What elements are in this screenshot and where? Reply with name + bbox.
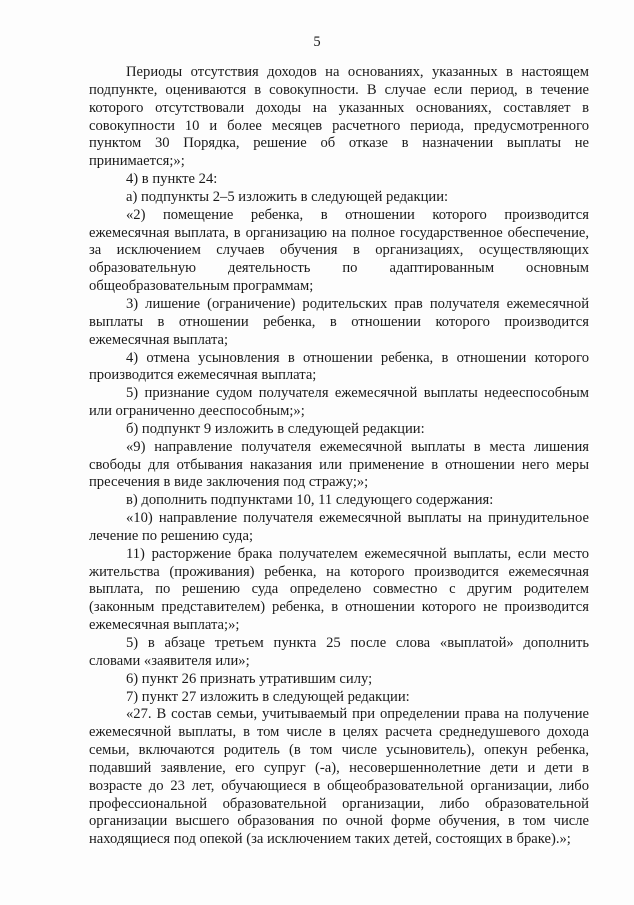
paragraph: Периоды отсутствия доходов на основаниях, указанных в настоящем подпункте, оцениваются в совокупности. В случае если период, в течение которого отсутствовали доходы на указанных основаниях, составляет в совокупности 10 и более месяцев расчетного периода, предусмотренного пунктом 30 Порядка, решение об отказе в назначении выплаты не принимается;»; (89, 64, 589, 170)
paragraph: а) подпункты 2–5 изложить в следующей редакции: (126, 188, 449, 205)
paragraph: б) подпункт 9 изложить в следующей редакции: (126, 420, 425, 437)
paragraph: 7) пункт 27 изложить в следующей редакции: (126, 688, 410, 705)
paragraph: 11) расторжение брака получателем ежемесячной выплаты, если место жительства (проживания) ребенка, на которого производится ежемесячная выплата, по решению суда определено совместно с другим родителем (законным представителем) ребенка, в отношении которого не производится ежемесячная выплата;»; (89, 545, 589, 634)
paragraph: «10) направление получателя ежемесячной выплаты на принудительное лечение по решению суда; (89, 510, 589, 544)
paragraph: «9) направление получателя ежемесячной выплаты в места лишения свободы для отбывания наказания или применение в отношении него меры пресечения в виде заключения под стражу;»; (89, 438, 589, 491)
paragraph: в) дополнить подпунктами 10, 11 следующего содержания: (126, 492, 494, 509)
paragraph: 5) в абзаце третьем пункта 25 после слова «выплатой» дополнить словами «заявителя или»; (89, 635, 589, 669)
paragraph: 5) признание судом получателя ежемесячной выплаты недееспособным или ограниченно дееспособным;»; (89, 385, 589, 420)
paragraph: 6) пункт 26 признать утратившим силу; (126, 670, 373, 687)
paragraph: 4) отмена усыновления в отношении ребенка, в отношении которого производится ежемесячная выплата; (89, 349, 589, 384)
paragraph: «27. В состав семьи, учитываемый при определении права на получение ежемесячной выплаты, в том числе в целях расчета среднедушевого дохода семьи, включаются родитель (в том числе усыновитель), опекун ребенка, подавший заявление, его супруг (-а), несовершеннолетние дети и дети в возрасте до 23 лет, обучающиеся в общеобразовательной организации, либо профессиональной образовательной организации, либо образовательной организации высшего образования по очной форме обучения, в том числе находящиеся под опекой (за исключением таких детей, состоящих в браке).»; (89, 706, 589, 848)
page-number: 5 (313, 34, 321, 50)
document-body (89, 64, 589, 849)
paragraph: 4) в пункте 24: (126, 171, 218, 188)
paragraph: 3) лишение (ограничение) родительских прав получателя ежемесячной выплаты в отношении ребенка, в отношении которого производится ежемесячная выплата; (89, 295, 589, 348)
paragraph: «2) помещение ребенка, в отношении которого производится ежемесячная выплата, в организацию на полное государственное обеспечение, за исключением случаев обучения в организациях, осуществляющих образовательную деятельность по адаптированным основным общеобразовательным программам; (89, 206, 589, 295)
